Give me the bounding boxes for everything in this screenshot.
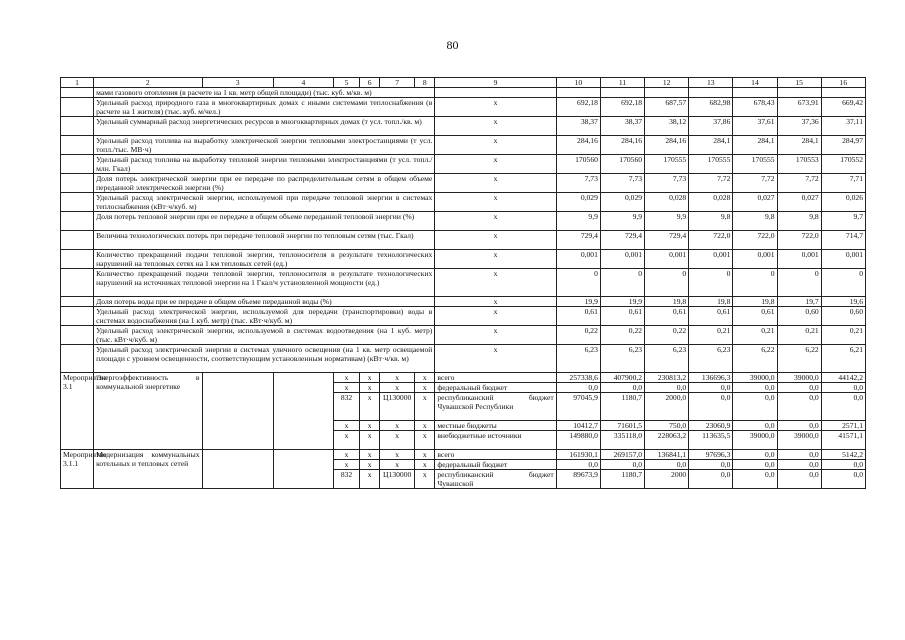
indicator-value: 37,61 <box>733 117 777 136</box>
empty-cell <box>61 98 94 117</box>
indicator-value: 6,23 <box>556 345 600 373</box>
indicator-value: 669,42 <box>821 98 865 117</box>
indicator-value: 19,8 <box>733 297 777 307</box>
funding-value: 0,0 <box>689 470 733 489</box>
funding-value: 44142,2 <box>821 373 865 383</box>
indicator-row <box>61 193 866 212</box>
budget-code-c6: x <box>360 431 380 450</box>
budget-code-c6: x <box>360 421 380 431</box>
indicator-value: 0,22 <box>600 326 644 345</box>
indicator-text: Удельный расход природного газа в многоквартирных домах с иными системами теплоснабжения (в расчете на 1 жителя) (тыс. куб. м/чел.) <box>94 98 435 117</box>
indicator-value: 6,22 <box>733 345 777 373</box>
empty-cell <box>61 345 94 373</box>
funding-value: 136841,1 <box>645 450 689 460</box>
funding-source: всего <box>435 450 556 460</box>
indicator-value: 729,4 <box>645 231 689 250</box>
funding-value: 0,0 <box>645 383 689 393</box>
indicator-text: Количество прекращений подачи тепловой энергии, теплоносителя в результате технологических нарушений на тепловых сетях на 1 км тепловых сетей (ед.) <box>94 250 435 269</box>
funding-value: 23060,9 <box>689 421 733 431</box>
budget-code-c5: x <box>333 431 359 450</box>
indicator-value: 9,9 <box>556 212 600 231</box>
indicator-value: 0,001 <box>600 250 644 269</box>
budget-code-c7: x <box>380 373 415 383</box>
indicator-value: 0 <box>645 269 689 297</box>
page-number: 80 <box>446 38 459 52</box>
indicator-value: 0,001 <box>733 250 777 269</box>
funding-source: внебюджетные источники <box>435 431 556 450</box>
budget-code-c6: x <box>360 383 380 393</box>
indicator-value: 6,23 <box>645 345 689 373</box>
empty-cell <box>61 88 94 98</box>
measure-row <box>61 373 866 383</box>
indicator-row <box>61 269 866 297</box>
indicator-value: 19,8 <box>689 297 733 307</box>
indicator-value: 0,001 <box>689 250 733 269</box>
indicator-value: 170555 <box>733 155 777 174</box>
header-cell: 12 <box>645 78 689 88</box>
indicator-row <box>61 155 866 174</box>
indicator-value: 0 <box>556 269 600 297</box>
funding-value: 0,0 <box>733 421 777 431</box>
indicator-value: 284,16 <box>600 136 644 155</box>
indicator-value: 170555 <box>689 155 733 174</box>
funding-value: 149880,0 <box>556 431 600 450</box>
empty-cell <box>273 373 333 450</box>
header-cell: 4 <box>273 78 333 88</box>
indicator-row <box>61 212 866 231</box>
budget-code-c8: x <box>415 470 435 489</box>
funding-value: 269157,0 <box>600 450 644 460</box>
funding-value: 750,0 <box>645 421 689 431</box>
indicator-text: Величина технологических потерь при передаче тепловой энергии по тепловым сетям (тыс. Гкал) <box>94 231 435 250</box>
measure-id: Мероприятие 3.1 <box>61 373 94 450</box>
funding-value: 0,0 <box>689 460 733 470</box>
indicator-value: 729,4 <box>556 231 600 250</box>
indicator-value: 19,6 <box>821 297 865 307</box>
funding-value: 0,0 <box>821 383 865 393</box>
indicator-value: 170560 <box>556 155 600 174</box>
indicator-value: 6,22 <box>777 345 821 373</box>
funding-value: 0,0 <box>777 450 821 460</box>
header-cell: 7 <box>380 78 415 88</box>
indicator-value: 37,36 <box>777 117 821 136</box>
funding-source: республиканский бюджет Чувашской <box>435 470 556 489</box>
indicator-value: 0 <box>777 269 821 297</box>
budget-code-c6: x <box>360 393 380 421</box>
funding-value: 1180,7 <box>600 470 644 489</box>
budget-code-c8: x <box>415 450 435 460</box>
funding-source: всего <box>435 373 556 383</box>
indicator-text: Доля потерь электрической энергии при ее передаче по распределительным сетям в общем объеме переданной электрической энергии (%) <box>94 174 435 193</box>
indicator-value: 284,16 <box>645 136 689 155</box>
funding-value: 39000,0 <box>733 431 777 450</box>
indicator-value: 37,86 <box>689 117 733 136</box>
funding-value: 0,0 <box>777 460 821 470</box>
indicator-row <box>61 307 866 326</box>
indicator-row <box>61 136 866 155</box>
budget-code-c8: x <box>415 431 435 450</box>
indicator-col9: x <box>435 297 556 307</box>
funding-value: 0,0 <box>821 393 865 421</box>
indicator-value: 6,23 <box>600 345 644 373</box>
indicator-value: 284,1 <box>689 136 733 155</box>
funding-value: 5142,2 <box>821 450 865 460</box>
indicator-value: 0,028 <box>689 193 733 212</box>
funding-source: федеральный бюджет <box>435 383 556 393</box>
indicator-value: 0,22 <box>645 326 689 345</box>
indicator-value <box>689 88 733 98</box>
indicator-value: 0,61 <box>733 307 777 326</box>
budget-code-c8: x <box>415 460 435 470</box>
indicator-value: 714,7 <box>821 231 865 250</box>
measure-id: Мероприятие 3.1.1 <box>61 450 94 489</box>
program-table <box>60 77 866 489</box>
budget-code-c5: 832 <box>333 393 359 421</box>
indicator-value: 7,71 <box>821 174 865 193</box>
empty-cell <box>61 174 94 193</box>
indicator-value <box>600 88 644 98</box>
funding-value: 0,0 <box>777 383 821 393</box>
funding-source: местные бюджеты <box>435 421 556 431</box>
indicator-row <box>61 250 866 269</box>
indicator-value: 687,57 <box>645 98 689 117</box>
empty-cell <box>61 297 94 307</box>
budget-code-c8: x <box>415 393 435 421</box>
indicator-col9: x <box>435 307 556 326</box>
funding-value: 0,0 <box>645 460 689 470</box>
funding-value: 0,0 <box>733 393 777 421</box>
indicator-col9: x <box>435 117 556 136</box>
indicator-col9: x <box>435 155 556 174</box>
funding-value: 0,0 <box>777 470 821 489</box>
funding-value: 0,0 <box>733 383 777 393</box>
indicator-value: 678,43 <box>733 98 777 117</box>
empty-cell <box>61 231 94 250</box>
indicator-value: 0,001 <box>821 250 865 269</box>
indicator-value: 38,37 <box>556 117 600 136</box>
funding-value: 2000,0 <box>645 393 689 421</box>
indicator-value: 7,73 <box>645 174 689 193</box>
indicator-value: 7,72 <box>777 174 821 193</box>
header-cell: 5 <box>333 78 359 88</box>
indicator-value: 284,1 <box>733 136 777 155</box>
header-cell: 1 <box>61 78 94 88</box>
indicator-value: 19,9 <box>600 297 644 307</box>
indicator-value: 170552 <box>821 155 865 174</box>
header-cell: 10 <box>556 78 600 88</box>
indicator-value: 0,61 <box>645 307 689 326</box>
empty-cell <box>61 193 94 212</box>
indicator-col9: x <box>435 269 556 297</box>
empty-cell <box>273 450 333 489</box>
funding-value: 0,0 <box>733 450 777 460</box>
indicator-row <box>61 88 866 98</box>
funding-value: 97696,3 <box>689 450 733 460</box>
indicator-value <box>777 88 821 98</box>
indicator-col9: x <box>435 345 556 373</box>
budget-code-c8: x <box>415 421 435 431</box>
funding-value: 2571,1 <box>821 421 865 431</box>
indicator-text: Удельный расход электрической энергии, используемой в системах водоотведения (на 1 куб. метр) (тыс. кВт·ч/куб. м) <box>94 326 435 345</box>
budget-code-c7: x <box>380 431 415 450</box>
indicator-row <box>61 345 866 373</box>
funding-value: 71601,5 <box>600 421 644 431</box>
indicator-value: 284,97 <box>821 136 865 155</box>
indicator-value: 0,61 <box>600 307 644 326</box>
header-cell: 11 <box>600 78 644 88</box>
indicator-value: 7,72 <box>689 174 733 193</box>
budget-code-c5: x <box>333 383 359 393</box>
empty-cell <box>202 450 273 489</box>
indicator-col9: x <box>435 326 556 345</box>
funding-value: 41571,1 <box>821 431 865 450</box>
indicator-value: 729,4 <box>600 231 644 250</box>
budget-code-c5: 832 <box>333 470 359 489</box>
indicator-value: 0,001 <box>645 250 689 269</box>
indicator-value: 0,21 <box>733 326 777 345</box>
empty-cell <box>61 136 94 155</box>
empty-cell <box>61 155 94 174</box>
funding-value: 0,0 <box>733 470 777 489</box>
indicator-value: 0,61 <box>689 307 733 326</box>
indicator-value: 0,22 <box>556 326 600 345</box>
empty-cell <box>61 250 94 269</box>
indicator-value: 38,37 <box>600 117 644 136</box>
funding-value: 0,0 <box>821 460 865 470</box>
budget-code-c7: x <box>380 450 415 460</box>
indicator-text: мами газового отопления (в расчете на 1 кв. метр общей площади) (тыс. куб. м/кв. м) <box>94 88 435 98</box>
indicator-value: 722,0 <box>777 231 821 250</box>
indicator-value: 673,91 <box>777 98 821 117</box>
indicator-value: 9,9 <box>645 212 689 231</box>
indicator-col9: x <box>435 98 556 117</box>
indicator-row <box>61 174 866 193</box>
indicator-value: 0,028 <box>645 193 689 212</box>
header-cell: 6 <box>360 78 380 88</box>
indicator-value: 6,23 <box>689 345 733 373</box>
budget-code-c7: Ц130000 <box>380 393 415 421</box>
indicator-row <box>61 231 866 250</box>
indicator-text: Удельный расход электрической энергии в системах уличного освещения (на 1 кв. метр освещаемой площади с уровнем освещенности, соответствующим установленным нормативам) (кВт·ч/кв. м) <box>94 345 435 373</box>
funding-value: 228063,2 <box>645 431 689 450</box>
empty-cell <box>61 117 94 136</box>
indicator-row <box>61 326 866 345</box>
budget-code-c5: x <box>333 373 359 383</box>
indicator-col9: x <box>435 136 556 155</box>
indicator-value: 0,60 <box>777 307 821 326</box>
funding-value: 136696,3 <box>689 373 733 383</box>
funding-value: 2000 <box>645 470 689 489</box>
indicator-value: 682,98 <box>689 98 733 117</box>
indicator-value: 722,0 <box>733 231 777 250</box>
indicator-value: 0,61 <box>556 307 600 326</box>
header-cell: 15 <box>777 78 821 88</box>
indicator-value: 0 <box>821 269 865 297</box>
indicator-text: Удельный расход электрической энергии, используемой при передаче тепловой энергии в системах теплоснабжения (кВт·ч/куб. м) <box>94 193 435 212</box>
indicator-value: 170553 <box>777 155 821 174</box>
indicator-value: 0,027 <box>733 193 777 212</box>
indicator-text: Количество прекращений подачи тепловой энергии, теплоносителя в результате технологических нарушений на источниках тепловой энергии на 1 Гкал/ч установленной мощности (ед.) <box>94 269 435 297</box>
budget-code-c6: x <box>360 450 380 460</box>
indicator-value: 0,026 <box>821 193 865 212</box>
funding-value: 10412,7 <box>556 421 600 431</box>
funding-value: 0,0 <box>821 470 865 489</box>
header-cell: 9 <box>435 78 556 88</box>
indicator-value: 284,16 <box>556 136 600 155</box>
indicator-value: 19,8 <box>645 297 689 307</box>
indicator-row <box>61 117 866 136</box>
budget-code-c5: x <box>333 421 359 431</box>
funding-value: 0,0 <box>600 460 644 470</box>
budget-code-c7: x <box>380 383 415 393</box>
indicator-value: 38,12 <box>645 117 689 136</box>
indicator-value: 0,027 <box>777 193 821 212</box>
indicator-value: 0,21 <box>821 326 865 345</box>
funding-value: 39000,0 <box>733 373 777 383</box>
indicator-value: 9,7 <box>821 212 865 231</box>
header-cell: 3 <box>202 78 273 88</box>
indicator-value: 0 <box>733 269 777 297</box>
funding-value: 1180,7 <box>600 393 644 421</box>
budget-code-c6: x <box>360 373 380 383</box>
indicator-col9: x <box>435 231 556 250</box>
funding-value: 161930,1 <box>556 450 600 460</box>
funding-value: 0,0 <box>689 393 733 421</box>
empty-cell <box>61 212 94 231</box>
funding-source: республиканский бюджет Чувашской Республики <box>435 393 556 421</box>
funding-value: 0,0 <box>777 421 821 431</box>
funding-value: 0,0 <box>689 383 733 393</box>
indicator-value: 284,1 <box>777 136 821 155</box>
indicator-value: 0,029 <box>556 193 600 212</box>
indicator-row <box>61 98 866 117</box>
indicator-value: 19,9 <box>556 297 600 307</box>
indicator-value: 0,60 <box>821 307 865 326</box>
indicator-value: 7,73 <box>556 174 600 193</box>
indicator-value: 0 <box>600 269 644 297</box>
empty-cell <box>61 307 94 326</box>
indicator-col9: x <box>435 250 556 269</box>
indicator-value: 9,8 <box>733 212 777 231</box>
indicator-value: 0,001 <box>556 250 600 269</box>
funding-source: федеральный бюджет <box>435 460 556 470</box>
funding-value: 257338,6 <box>556 373 600 383</box>
header-cell: 13 <box>689 78 733 88</box>
indicator-value: 722,0 <box>689 231 733 250</box>
budget-code-c7: x <box>380 460 415 470</box>
indicator-text: Удельный расход электрической энергии, используемой для передачи (транспортировки) воды в системах водоснабжения (на 1 куб. метр) (тыс. кВт·ч/куб. м) <box>94 307 435 326</box>
funding-value: 113635,5 <box>689 431 733 450</box>
indicator-value <box>556 88 600 98</box>
indicator-row <box>61 297 866 307</box>
budget-code-c8: x <box>415 373 435 383</box>
indicator-value: 692,18 <box>600 98 644 117</box>
indicator-value: 0,029 <box>600 193 644 212</box>
header-cell: 16 <box>821 78 865 88</box>
funding-value: 0,0 <box>556 460 600 470</box>
indicator-value: 6,21 <box>821 345 865 373</box>
funding-value: 0,0 <box>600 383 644 393</box>
measure-title: Модернизация коммунальных котельных и тепловых сетей <box>94 450 202 489</box>
funding-value: 97045,9 <box>556 393 600 421</box>
empty-cell <box>61 269 94 297</box>
header-row <box>61 78 866 88</box>
indicator-col9: x <box>435 212 556 231</box>
indicator-value: 170560 <box>600 155 644 174</box>
indicator-value: 170555 <box>645 155 689 174</box>
budget-code-c6: x <box>360 470 380 489</box>
indicator-value <box>733 88 777 98</box>
empty-cell <box>202 373 273 450</box>
indicator-value <box>821 88 865 98</box>
funding-value: 0,0 <box>733 460 777 470</box>
indicator-value: 0,001 <box>777 250 821 269</box>
indicator-value <box>645 88 689 98</box>
funding-value: 407900,2 <box>600 373 644 383</box>
indicator-value: 692,18 <box>556 98 600 117</box>
measure-row <box>61 450 866 460</box>
indicator-value: 9,8 <box>777 212 821 231</box>
indicator-text: Доля потерь тепловой энергии при ее передаче в общем объеме переданной тепловой энергии (%) <box>94 212 435 231</box>
measure-title: Энергоэффективность в коммунальной энергетике <box>94 373 202 450</box>
indicator-value: 37,11 <box>821 117 865 136</box>
funding-value: 335118,0 <box>600 431 644 450</box>
funding-value: 39000,0 <box>777 373 821 383</box>
funding-value: 89673,9 <box>556 470 600 489</box>
budget-code-c5: x <box>333 450 359 460</box>
indicator-value: 19,7 <box>777 297 821 307</box>
indicator-col9 <box>435 88 556 98</box>
indicator-value: 0,21 <box>777 326 821 345</box>
indicator-value: 9,8 <box>689 212 733 231</box>
indicator-value: 0,21 <box>689 326 733 345</box>
funding-value: 39000,0 <box>777 431 821 450</box>
indicator-text: Удельный расход топлива на выработку тепловой энергии тепловыми электростанциями (т усл. топл./млн. Гкал) <box>94 155 435 174</box>
indicator-value: 7,73 <box>600 174 644 193</box>
funding-value: 0,0 <box>777 393 821 421</box>
indicator-text: Удельный суммарный расход энергетических ресурсов в многоквартирных домах (т усл. топл./кв. м) <box>94 117 435 136</box>
budget-code-c6: x <box>360 460 380 470</box>
funding-value: 0,0 <box>556 383 600 393</box>
budget-code-c8: x <box>415 383 435 393</box>
indicator-value: 7,72 <box>733 174 777 193</box>
header-cell: 2 <box>94 78 202 88</box>
indicator-text: Удельный расход топлива на выработку электрической энергии тепловыми электростанциями (т усл. топл./тыс. МВ·ч) <box>94 136 435 155</box>
header-cell: 8 <box>415 78 435 88</box>
indicator-col9: x <box>435 174 556 193</box>
funding-value: 230813,2 <box>645 373 689 383</box>
indicator-text: Доля потерь воды при ее передаче в общем объеме переданной воды (%) <box>94 297 435 307</box>
budget-code-c7: x <box>380 421 415 431</box>
budget-code-c7: Ц130000 <box>380 470 415 489</box>
indicator-col9: x <box>435 193 556 212</box>
empty-cell <box>61 326 94 345</box>
budget-code-c5: x <box>333 460 359 470</box>
indicator-value: 9,9 <box>600 212 644 231</box>
header-cell: 14 <box>733 78 777 88</box>
indicator-value: 0 <box>689 269 733 297</box>
